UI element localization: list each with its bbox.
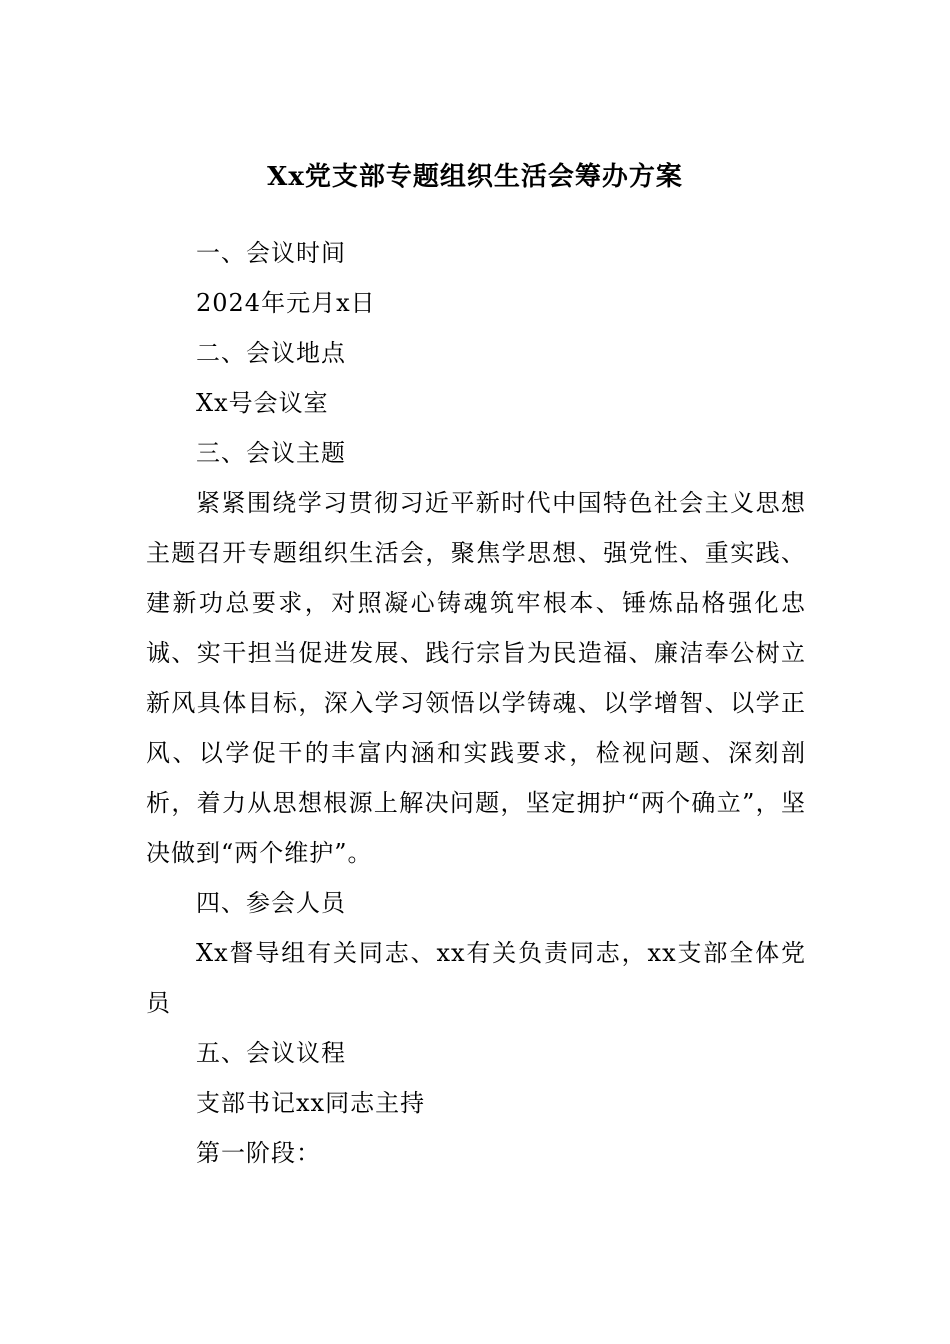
meeting-theme-paragraph: 紧紧围绕学习贯彻习近平新时代中国特色社会主义思想主题召开专题组织生活会，聚焦学思想、强党性、重实践、建新功总要求，对照凝心铸魂筑牢根本、锤炼品格强化忠诚、实干担当促进发展、践行宗旨为民造福、廉洁奉公树立新风具体目标，深入学习领悟以学铸魂、以学增智、以学正风、以学促干的丰富内涵和实践要求，检视问题、深刻剖析，着力从思想根源上解决问题，坚定拥护“两个确立”，坚决做到“两个维护”。 [146,489,806,867]
document-body [146,228,806,1178]
heading-meeting-location: 二、会议地点 [196,339,346,367]
attendees-paragraph: Xx督导组有关同志、xx有关负责同志，xx支部全体党员 [146,939,806,1017]
heading-meeting-theme: 三、会议主题 [196,439,346,467]
meeting-date: 2024年元月x日 [196,289,376,317]
heading-attendees: 四、参会人员 [196,889,346,917]
heading-meeting-time: 一、会议时间 [196,239,346,267]
host-line: 支部书记xx同志主持 [196,1089,426,1117]
phase-one-line: 第一阶段： [196,1139,321,1167]
document-title: Xx党支部专题组织生活会筹办方案 [267,162,683,192]
heading-agenda: 五、会议议程 [196,1039,346,1067]
meeting-location: Xx号会议室 [196,389,329,417]
